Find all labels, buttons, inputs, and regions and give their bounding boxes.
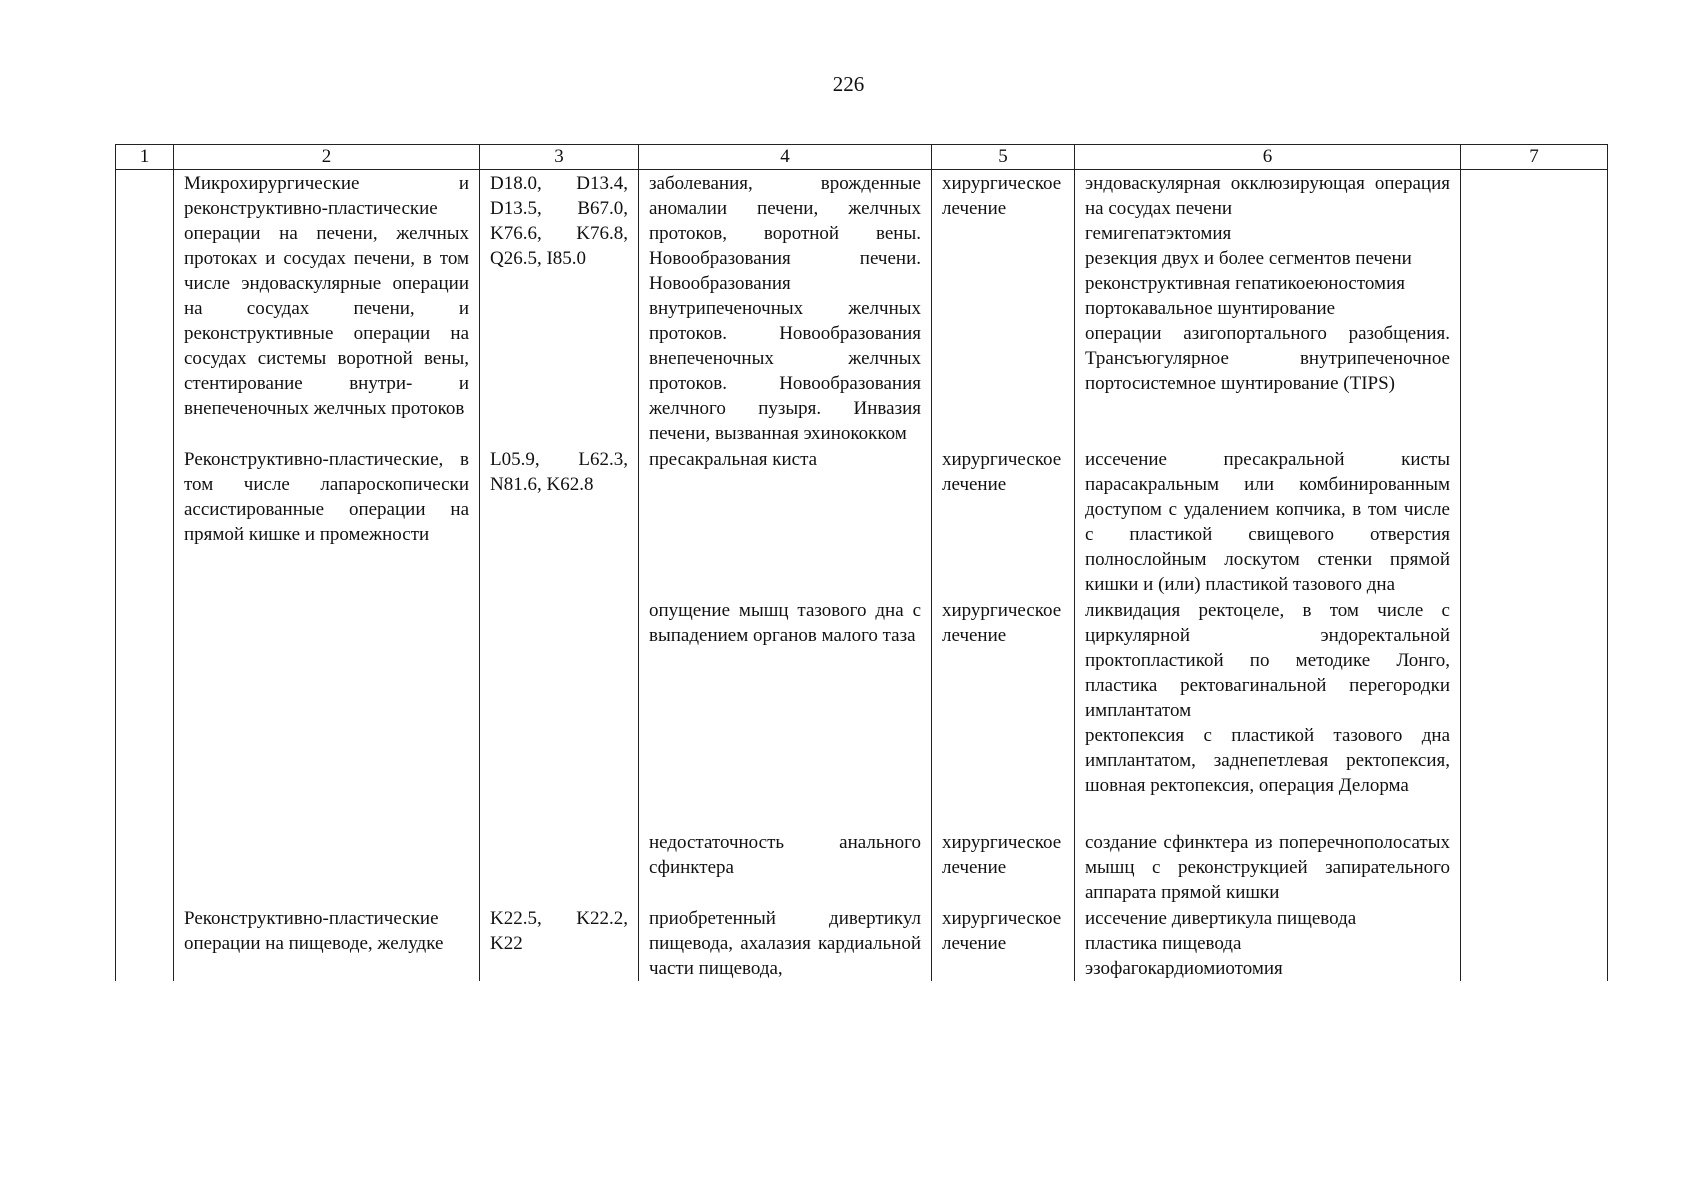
cell-treatment-type [174,597,480,798]
method-item: эзофагокардиомиотомия [1085,958,1283,979]
cell-methods [1075,446,1461,597]
table-row [116,829,1608,905]
method-item: операции азигопортального разобщения. Трансъюгулярное внутрипеченочное портосистемное шунтирование (TIPS) [1085,323,1450,394]
cell-icd-codes: D18.0, D13.4, D13.5, B67.0, K76.6, K76.8, Q26.5, I85.0 [480,170,639,447]
method-item: портокавальное шунтирование [1085,298,1336,319]
column-header: 4 [639,145,932,170]
column-header: 2 [174,145,480,170]
cell-icd-codes [480,597,639,798]
column-header: 6 [1075,145,1461,170]
method-item: иссечение пресакральной кисты парасакральным или комбинированным доступом с удалением копчика, в том числе с пластикой свищевого отверстия полнослойным лоскутом стенки прямой кишки и (или) пластикой тазового дна [1085,449,1450,595]
cell-cost [1461,170,1608,447]
cell-treatment-model: хирургическое лечение [932,829,1075,905]
cell-treatment-model: хирургическое лечение [932,597,1075,798]
medical-care-table [115,144,1608,981]
cell-diagnosis: приобретенный дивертикул пищевода, ахалазия кардиальной части пищевода, [639,905,932,981]
method-item: резекция двух и более сегментов печени [1085,248,1412,269]
cell-methods [1075,170,1461,447]
column-header: 7 [1461,145,1608,170]
table-row [116,597,1608,798]
cell-cost [1461,446,1608,597]
cell-treatment-type [174,829,480,905]
cell-cost [1461,905,1608,981]
method-item: реконструктивная гепатикоеюностомия [1085,273,1405,294]
cell-methods [1075,597,1461,798]
method-item: гемигепатэктомия [1085,223,1232,244]
column-header: 1 [116,145,174,170]
cell-diagnosis: заболевания, врожденные аномалии печени, желчных протоков, воротной вены. Новообразования печени. Новообразования внутрипеченочных желчных протоков. Новообразования внепеченочных желчных протоков. Новообразования желчного пузыря. Инвазия печени, вызванная эхинококком [639,170,932,447]
table-row [116,905,1608,981]
cell-diagnosis: недостаточность анального сфинктера [639,829,932,905]
cell-treatment-model: хирургическое лечение [932,905,1075,981]
cell-cost [1461,597,1608,798]
column-header: 5 [932,145,1075,170]
cell-cost [1461,829,1608,905]
method-item: ректопексия с пластикой тазового дна имплантатом, заднепетлевая ректопексия, шовная ректопексия, операция Делорма [1085,725,1450,796]
cell-diagnosis: пресакральная киста [639,446,932,597]
table-header-row [116,145,1608,170]
row-spacer [116,798,1608,829]
cell-number [116,905,174,981]
cell-number [116,597,174,798]
cell-treatment-type: Реконструктивно-пластические, в том числе лапароскопически ассистированные операции на прямой кишке и промежности [174,446,480,597]
cell-treatment-type: Реконструктивно-пластические операции на пищеводе, желудке [174,905,480,981]
cell-number [116,170,174,447]
method-item: создание сфинктера из поперечнополосатых мышц с реконструкцией запирательного аппарата прямой кишки [1085,832,1450,903]
method-item: эндоваскулярная окклюзирующая операция на сосудах печени [1085,173,1450,219]
method-item: пластика пищевода [1085,933,1242,954]
cell-icd-codes [480,829,639,905]
page-number: 226 [832,72,865,96]
method-item: ликвидация ректоцеле, в том числе с циркулярной эндоректальной проктопластикой по методике Лонго, пластика ректовагинальной перегородки имплантатом [1085,600,1450,721]
table-row [116,446,1608,597]
cell-number [116,446,174,597]
cell-icd-codes: K22.5, K22.2, K22 [480,905,639,981]
cell-icd-codes: L05.9, L62.3, N81.6, K62.8 [480,446,639,597]
method-item: иссечение дивертикула пищевода [1085,908,1357,929]
cell-diagnosis: опущение мышц тазового дна с выпадением органов малого таза [639,597,932,798]
column-header: 3 [480,145,639,170]
cell-treatment-model: хирургическое лечение [932,446,1075,597]
cell-methods [1075,905,1461,981]
cell-methods [1075,829,1461,905]
table-row [116,170,1608,447]
cell-treatment-type: Микрохирургические и реконструктивно-пластические операции на печени, желчных протоках и сосудах печени, в том числе эндоваскулярные операции на сосудах печени, и реконструктивные операции на сосудах системы воротной вены, стентирование внутри- и внепеченочных желчных протоков [174,170,480,447]
cell-treatment-model: хирургическое лечение [932,170,1075,447]
cell-number [116,829,174,905]
